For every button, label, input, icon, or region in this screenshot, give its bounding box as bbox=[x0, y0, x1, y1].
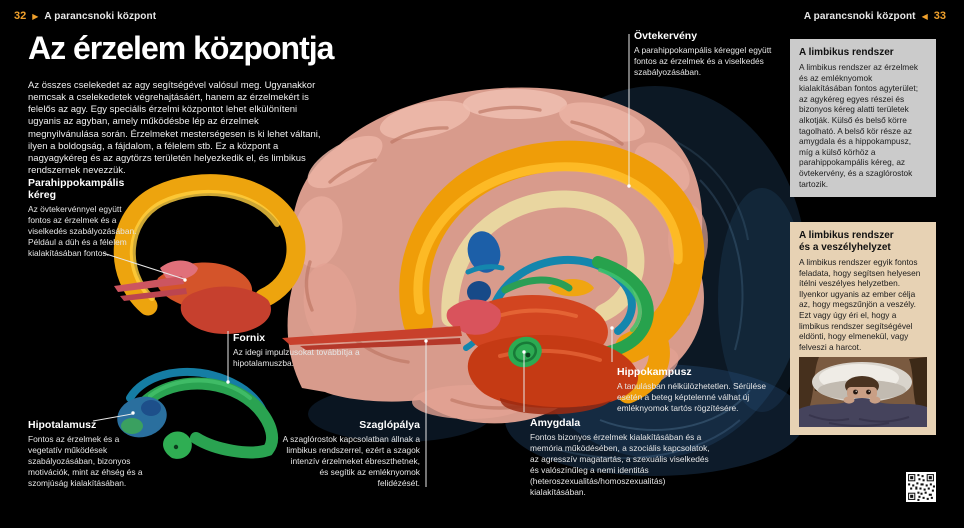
callout-body-olfactory: A szaglórostok kapcsolatban állnak a limbikus rendszerrel, ezért a szagok intenzív érzelmeket ébreszthetnek, és segítik az emléknyomok felidézését. bbox=[282, 434, 420, 488]
sidebar-box1-body: A limbikus rendszer az érzelmek és az emléknyomok kialakításában fontos agyterület; az agykéreg egyes részei és bizonyos kéreg alatti területek alkotják. Külső és belső körre tagolható. A belső kör része az amygdala és a hippokampusz, míg a külső körhöz a parahippokampális kéreg, az övtekervény, és a szaglórostok tartozik. bbox=[799, 62, 918, 189]
callout-title-hippocampus: Hippokampusz bbox=[617, 366, 692, 378]
callout-amygdala bbox=[530, 417, 712, 498]
page-title: Az érzelem központja bbox=[28, 30, 334, 66]
sidebar-box-danger bbox=[790, 222, 936, 435]
sidebar-box2-body: A limbikus rendszer egyik fontos feladata, hogy segítsen helyesen ítélni veszélyes helyzetben. Ilyenkor ugyanis az ember célja az, hogy megszűnjön a veszély. Ezt vagy úgy éri el, hogy a limbikus rendszer segítségével eldönti, hogy elmenekül, vagy felveszi a harcot. bbox=[799, 257, 921, 352]
callout-title-fornix: Fornix bbox=[233, 332, 266, 344]
callout-hippocampus bbox=[617, 366, 785, 414]
callout-body-hypothalamus: Fontos az érzelmek és a vegetatív működések szabályozásában, bizonyos motivációk, mint az éhség és a szomjúság kialakításában. bbox=[28, 434, 143, 488]
callout-body-fornix: Az idegi impulzusokat továbbítja a hipotalamuszba. bbox=[233, 347, 360, 368]
callout-hypothalamus bbox=[28, 419, 150, 489]
sidebar-box1-title: A limbikus rendszer bbox=[799, 47, 894, 58]
chapter-title-left: A parancsnoki központ bbox=[44, 10, 157, 22]
chapter-title-right: A parancsnoki központ bbox=[803, 10, 916, 22]
callout-title-olfactory: Szaglópálya bbox=[359, 419, 420, 431]
callout-title-parahippocampal: Parahippokampális kéreg bbox=[28, 177, 125, 202]
callout-olfactory bbox=[280, 419, 420, 489]
intro-paragraph: Az összes cselekedet az agy segítségével valósul meg. Ugyanakkor nemcsak a cselekedetek végrehajtásáért, hanem az érzelmekért is felelős az agy. Egy speciális érzelmi központot lehet elkülöníteni ugyanis az agyban, amely működésbe lép az érzelmek megnyilvánulása során. Érzelmeket mesterségesen is ki lehet váltani, ilyen a boldogság, a fájdalom, a félelem stb. Ez a központ a nagyagykéreg és az agytörzs területén helyezkedik el, és limbikus rendszernek nevezzük. bbox=[28, 80, 321, 177]
photo-scared-child-hiding-under-blanket bbox=[799, 357, 927, 427]
callout-cingulate bbox=[634, 30, 780, 78]
callout-body-parahippocampal: Az övtekervénnyel együtt fontos az érzelmek és a viselkedés szabályozásában. Például a düh és a félelem kialakításában fontos. bbox=[28, 204, 137, 258]
page-number-left: 32 bbox=[14, 10, 27, 22]
page-header-left bbox=[14, 10, 156, 22]
page-number-right: 33 bbox=[933, 10, 946, 22]
callout-parahippocampal bbox=[28, 177, 146, 259]
callout-body-amygdala: Fontos bizonyos érzelmek kialakításában és a memória működésében, a szociális kapcsolatok, az agresszív magatartás, a szexuális viselkedés és valószínűleg a nemi identitás (heteroszexualitás/homoszexualitás) kialakításában. bbox=[530, 432, 710, 497]
qr-code bbox=[906, 472, 936, 502]
callout-body-hippocampus: A tanulásban nélkülözhetetlen. Sérülése esetén a beteg képtelenné válhat új emléknyomok tartós rögzítésére. bbox=[617, 381, 766, 413]
arrow-right-icon: ▶ bbox=[32, 11, 39, 21]
sidebar-box2-title: A limbikus rendszer és a veszélyhelyzet bbox=[799, 230, 894, 253]
page-header-right bbox=[804, 10, 946, 22]
callout-title-amygdala: Amygdala bbox=[530, 417, 581, 429]
callout-body-cingulate: A parahippokampális kéreggel együtt fontos az érzelmek és a viselkedés szabályozásában. bbox=[634, 45, 772, 77]
callout-title-hypothalamus: Hipotalamusz bbox=[28, 419, 97, 431]
arrow-left-icon: ◀ bbox=[921, 11, 928, 21]
photo-illustration bbox=[799, 357, 927, 427]
callout-fornix bbox=[233, 332, 361, 369]
callout-title-cingulate: Övtekervény bbox=[634, 30, 698, 42]
sidebar-box-limbic-system bbox=[790, 39, 936, 197]
